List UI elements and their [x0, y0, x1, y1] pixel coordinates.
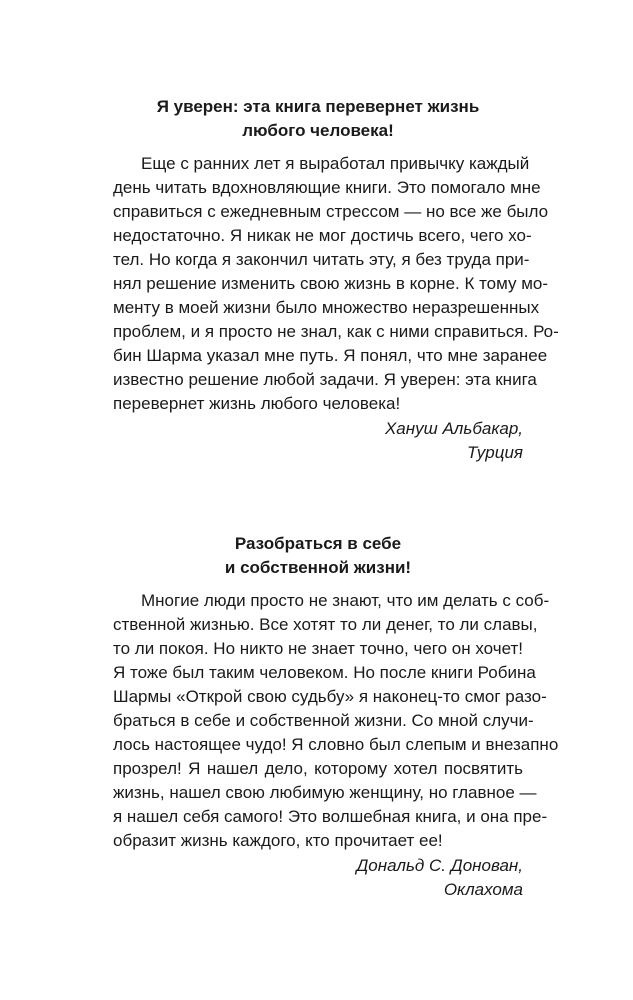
body-line: жизнь, нашел свою любимую женщину, но главное — — [113, 783, 537, 802]
heading-line: любого человека! — [242, 121, 394, 140]
body-line: лось настоящее чудо! Я словно был слепым и внезапно — [113, 735, 559, 754]
body-line: браться в себе и собственной жизни. Со мной случи- — [113, 711, 534, 730]
body-line: то ли покоя. Но никто не знает точно, чего он хочет! — [113, 639, 524, 658]
testimonial-heading — [113, 95, 523, 143]
testimonial-heading — [113, 532, 523, 580]
signature-place: Турция — [466, 443, 523, 462]
heading-line: Разобраться в себе — [234, 534, 402, 553]
body-line: нял решение изменить свою жизнь в корне. К тому мо- — [113, 274, 549, 293]
body-line: Я тоже был таким человеком. Но после книги Робина — [113, 663, 536, 682]
body-line: Многие люди просто не знают, что им делать с соб- — [141, 591, 550, 610]
body-line: недостаточно. Я никак не мог достичь всего, чего хо- — [113, 226, 532, 245]
testimonial-body — [113, 589, 559, 853]
body-line: перевернет жизнь любого человека! — [113, 394, 401, 413]
signature-place: Оклахома — [443, 880, 523, 899]
body-line: известно решение любой задачи. Я уверен: эта книга — [113, 370, 537, 389]
body-line: я нашел себя самого! Это волшебная книга, и она пре- — [113, 807, 548, 826]
body-line: Шармы «Открой свою судьбу» я наконец-то смог разо- — [113, 687, 547, 706]
testimonial-signature — [113, 854, 523, 902]
testimonial-2 — [113, 532, 559, 902]
heading-line: и собственной жизни! — [224, 558, 412, 577]
testimonial-signature — [113, 417, 523, 465]
body-line: Еще с ранних лет я выработал привычку каждый — [141, 154, 530, 173]
signature-name: Дональд С. Донован, — [356, 856, 523, 875]
body-line: ственной жизнью. Все хотят то ли денег, то ли славы, — [113, 615, 538, 634]
body-line: день читать вдохновляющие книги. Это помогало мне — [113, 178, 541, 197]
body-line: справиться с ежедневным стрессом — но все же было — [113, 202, 549, 221]
body-line: проблем, и я просто не знал, как с ними справиться. Ро- — [113, 322, 559, 341]
body-line: тел. Но когда я закончил читать эту, я без труда при- — [113, 250, 530, 269]
testimonial-1 — [113, 95, 559, 465]
body-line: бин Шарма указал мне путь. Я понял, что мне заранее — [113, 346, 548, 365]
body-line: прозрел! Я нашел дело, которому хотел посвятить — [113, 759, 523, 778]
body-line: образит жизнь каждого, кто прочитает ее! — [113, 831, 443, 850]
signature-name: Хануш Альбакар, — [384, 419, 523, 438]
heading-line: Я уверен: эта книга перевернет жизнь — [156, 97, 480, 116]
testimonial-body — [113, 152, 559, 416]
body-line: менту в моей жизни было множество неразрешенных — [113, 298, 540, 317]
